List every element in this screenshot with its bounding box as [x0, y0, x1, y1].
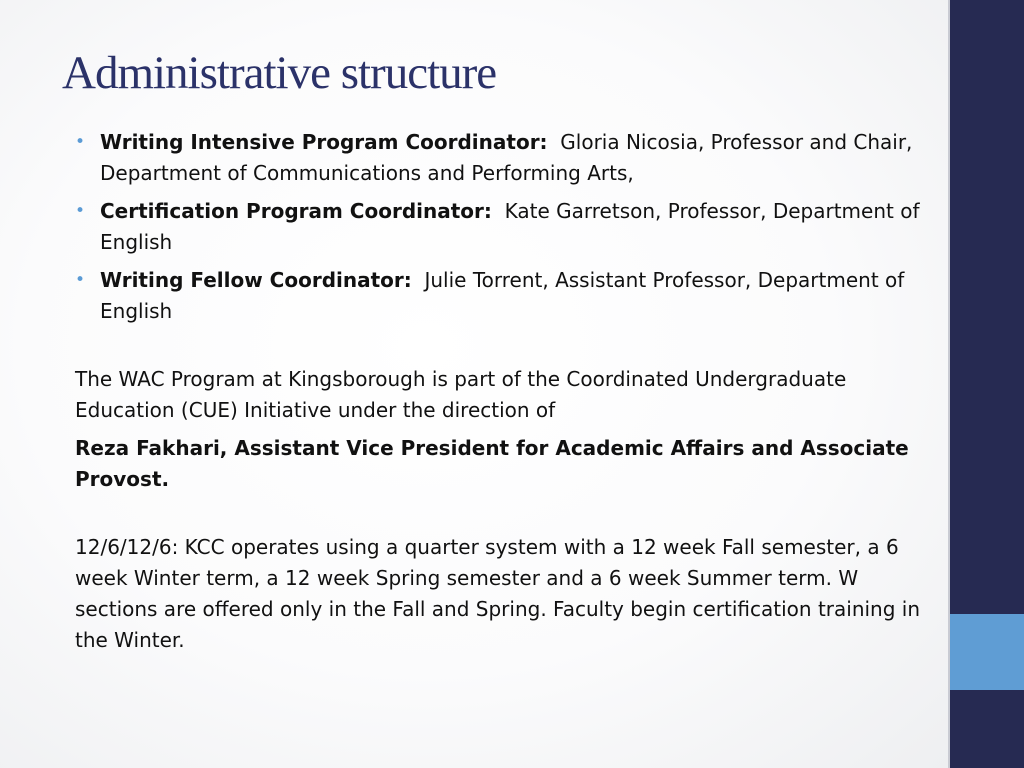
list-item-certification — [75, 196, 935, 258]
slide-content — [75, 127, 935, 656]
list-item-writing-fellow — [75, 265, 935, 327]
paragraph-schedule: 12/6/12/6: KCC operates using a quarter system with a 12 week Fall semester, a 6 week Winter term, a 12 week Spring semester and a 6 week Summer term. W sections are offered only in the Fall and Spring. Faculty begin certification training in the Winter. — [75, 535, 921, 652]
list-item-writing-intensive — [75, 127, 935, 189]
paragraph-wac-program: The WAC Program at Kingsborough is part of the Coordinated Undergraduate Education (CUE) Initiative under the direction of — [75, 367, 847, 422]
paragraph-director: Reza Fakhari, Assistant Vice President for Academic Affairs and Associate Provost. — [75, 436, 909, 491]
bullet-dot-icon: • — [75, 132, 86, 152]
bullet-dot-icon: • — [75, 270, 86, 290]
slide-title: Administrative structure — [62, 47, 497, 99]
decorative-sidebar — [948, 0, 1024, 768]
sidebar-accent-block — [950, 614, 1024, 690]
coordinator-list — [75, 127, 935, 327]
bullet-label: Writing Intensive Program Coordinator: — [100, 130, 548, 154]
bullet-text: Julie Torrent, Assistant Professor, Department of English — [100, 268, 905, 323]
bullet-label: Certification Program Coordinator: — [100, 199, 492, 223]
bullet-label: Writing Fellow Coordinator: — [100, 268, 412, 292]
bullet-text: Gloria Nicosia, Professor and Chair, Department of Communications and Performing Arts, — [100, 130, 913, 185]
bullet-dot-icon: • — [75, 201, 86, 221]
bullet-text: Kate Garretson, Professor, Department of English — [100, 199, 920, 254]
